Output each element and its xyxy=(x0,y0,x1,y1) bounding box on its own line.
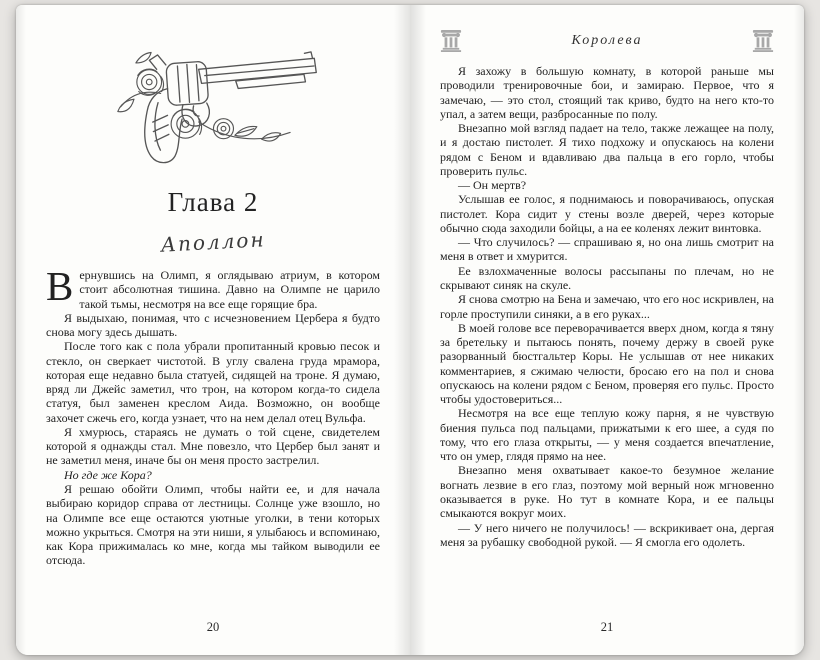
paragraph: Ее взлохмаченные волосы рассыпаны по плечам, но не скрывают синяк на скуле. xyxy=(440,263,774,292)
paragraph: Я захожу в большую комнату, в которой раньше мы проводили тренировочные бои, и замираю. Первое, что я замечаю, — это стол, стоящий так криво, будто на него кто-то упал, а затем вещи, разбросанные по полу. xyxy=(440,64,774,121)
paragraph: После того как с пола убрали пропитанный кровью песок и стекло, он сверкает чистотой. В углу свалена груда мрамора, которая еще недавно была статуей, сидящей на троне. Я думаю, вряд ли Джейс заметил, что трон, на котором когда-то сидела статуя, был заменен креслом Аида. Возможно, он вообще захочет сжечь его, когда узнает, что на нем делал отец Вульфа. xyxy=(46,339,380,425)
right-page[interactable] xyxy=(410,5,804,655)
greek-column-icon xyxy=(440,29,462,53)
paragraph: В моей голове все переворачивается вверх дном, когда я тяну за бретельку и пытаюсь понять, почему держу в своей руке разорванный бюстгальтер Коры. Не услышав от нее никаких комментариев, я сжимаю челюсти, бросаю его на пол и снова опускаюсь на колени рядом с Беном, проверяя его пульс. Просто чтобы удостовериться... xyxy=(440,320,774,407)
running-header-title: Королева xyxy=(571,33,643,48)
paragraph: Я выдыхаю, понимая, что с исчезновением Цербера я будто снова могу здесь дышать. xyxy=(46,310,380,340)
paragraph: Внезапно меня охватывает какое-то безумное желание вогнать лезвие в его глаз, поэтому мой верный нож мгновенно оказывается в руке. Но тут в комнате Кора, и ее пальцы смыкаются вокруг моих. xyxy=(440,463,774,521)
paragraph: — У него ничего не получилось! — вскрикивает она, дергая меня за рубашку свободной рукой. — Я смогла его одолеть. xyxy=(440,520,774,549)
paragraph: Несмотря на все еще теплую кожу парня, я не чувствую биения пульса под пальцами, прижатыми к его шее, а судя по тому, что его глаза открыты, — у меня создается впечатление, что он умер, глядя прямо на нее. xyxy=(440,406,774,464)
running-header xyxy=(440,27,774,55)
paragraph: — Что случилось? — спрашиваю я, но она лишь смотрит на меня в ответ и хмурится. xyxy=(440,235,774,264)
chapter-title: Глава 2 xyxy=(167,187,259,217)
greek-column-icon xyxy=(752,29,774,53)
paragraph: Услышав ее голос, я поднимаюсь и поворачиваюсь, опуская пистолет. Кора сидит у стены возле дверей, через которые обычно сюда заходили бойцы, а на ее коленях лежит винтовка. xyxy=(440,192,774,235)
left-page[interactable] xyxy=(16,5,410,655)
page-number-right: 21 xyxy=(600,620,614,634)
drop-cap: В xyxy=(46,263,74,309)
paragraph: Я решаю обойти Олимп, чтобы найти ее, и для начала выбираю коридор справа от лестницы. Солнце уже взошло, но на Олимпе все еще остаются уютные уголки, в тени которых можно укрыться. Смотря на эти ниши, я улыбаюсь и вспоминаю, как Кора прижималась ко мне, когда мы тайком выводили ее отсюда. xyxy=(46,481,380,568)
paragraph: Я хмурюсь, стараясь не думать о той сцене, свидетелем которой я однажды стал. Мне повезло, что Цербер был занят и не заметил меня, иначе бы он меня просто застрелил. xyxy=(46,424,380,468)
left-page-text xyxy=(46,263,380,568)
paragraph: Вернувшись на Олимп, я оглядываю атриум, в котором стоит абсолютная тишина. Давно на Олимпе не царило такой тьмы, несмотря на все еще горящие бра. xyxy=(46,263,380,311)
paragraph: — Он мертв? xyxy=(458,178,527,193)
page-number-left: 20 xyxy=(206,620,220,634)
chapter-illustration xyxy=(46,29,380,179)
paragraph: Внезапно мой взгляд падает на тело, также лежащее на полу, и я достаю пистолет. Я тихо подхожу и опускаюсь на колени рядом с Беном и вдавливаю два пальца в его горло, чтобы проверить пульс. xyxy=(440,121,774,178)
paragraph: Я снова смотрю на Бена и замечаю, что его нос искривлен, на горле проступили синяки, а в его руках... xyxy=(440,292,774,321)
pov-signature: Аполлон xyxy=(160,227,266,257)
right-page-text xyxy=(440,64,774,549)
paragraph: Но где же Кора? xyxy=(64,467,152,482)
open-book xyxy=(16,5,804,655)
revolver-roses-illustration xyxy=(94,29,332,175)
